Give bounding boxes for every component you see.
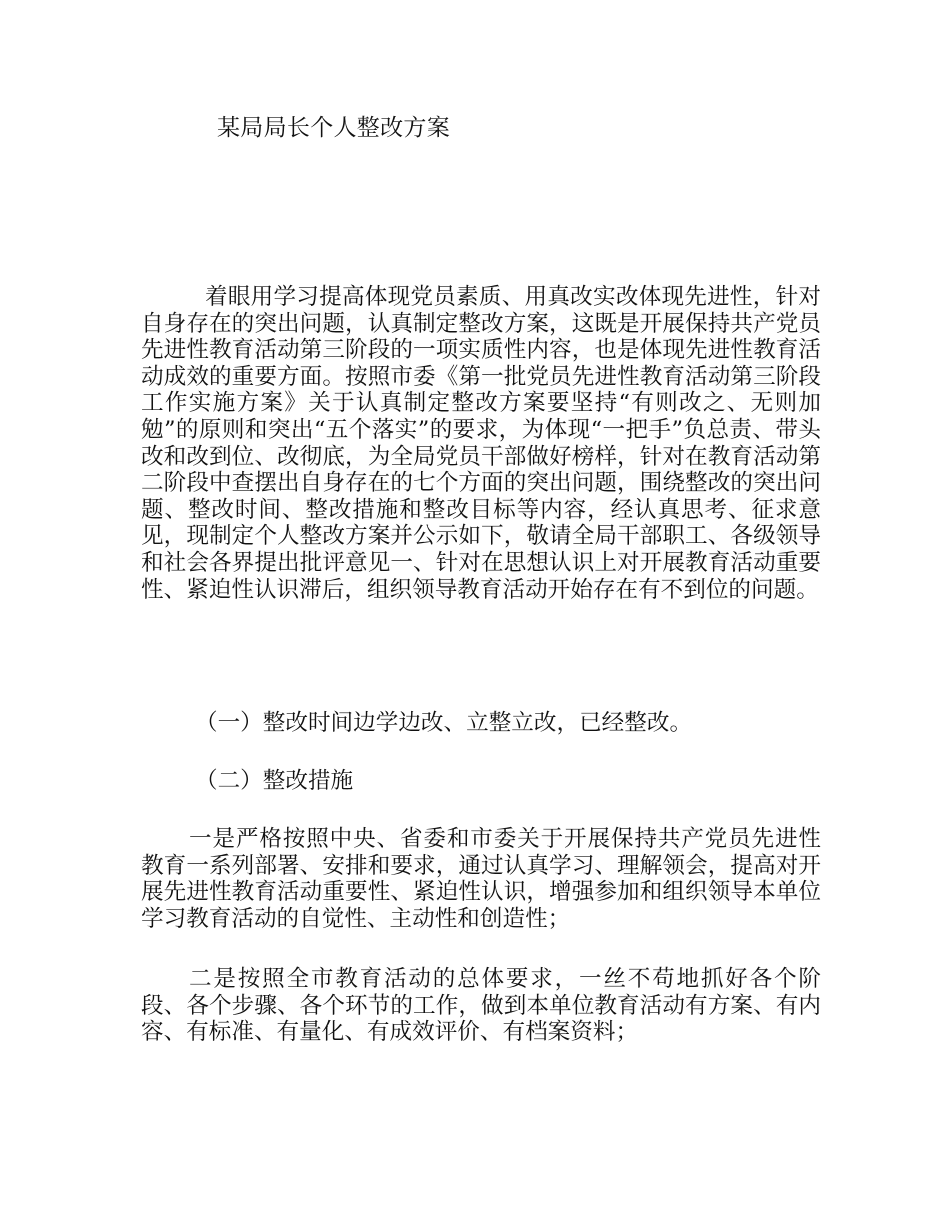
paragraph-measure-two: 二是按照全市教育活动的总体要求，一丝不苟地抓好各个阶段、各个步骤、各个环节的工作，做到本单位教育活动有方案、有内容、有标准、有量化、有成效评价、有档案资料； xyxy=(141,966,821,1046)
paragraph-rectification-measures-heading: （二）整改措施 xyxy=(195,768,354,794)
paragraph-measure-one: 一是严格按照中央、省委和市委关于开展保持共产党员先进性教育一系列部署、安排和要求，通过认真学习、理解领会，提高对开展先进性教育活动重要性、紧迫性认识，增强参加和组织领导本单位学习教育活动的自觉性、主动性和创造性； xyxy=(141,826,821,932)
paragraph-intro: 着眼用学习提高体现党员素质、用真改实改体现先进性，针对自身存在的突出问题，认真制定整改方案，这既是开展保持共产党员先进性教育活动第三阶段的一项实质性内容，也是体现先进性教育活动成效的重要方面。按照市委《第一批党员先进性教育活动第三阶段工作实施方案》关于认真制定整改方案要坚持“有则改之、无则加勉”的原则和突出“五个落实”的要求，为体现“一把手”负总责、带头改和改到位、改彻底，为全局党员干部做好榜样，针对在教育活动第二阶段中查摆出自身存在的七个方面的突出问题，围绕整改的突出问题、整改时间、整改措施和整改目标等内容，经认真思考、征求意见，现制定个人整改方案并公示如下，敬请全局干部职工、各级领导和社会各界提出批评意见一、针对在思想认识上对开展教育活动重要性、紧迫性认识滞后，组织领导教育活动开始存在有不到位的问题。 xyxy=(141,284,821,603)
document-title: 某局局长个人整改方案 xyxy=(217,115,450,141)
paragraph-rectification-time: （一）整改时间边学边改、立整立改，已经整改。 xyxy=(195,710,693,736)
